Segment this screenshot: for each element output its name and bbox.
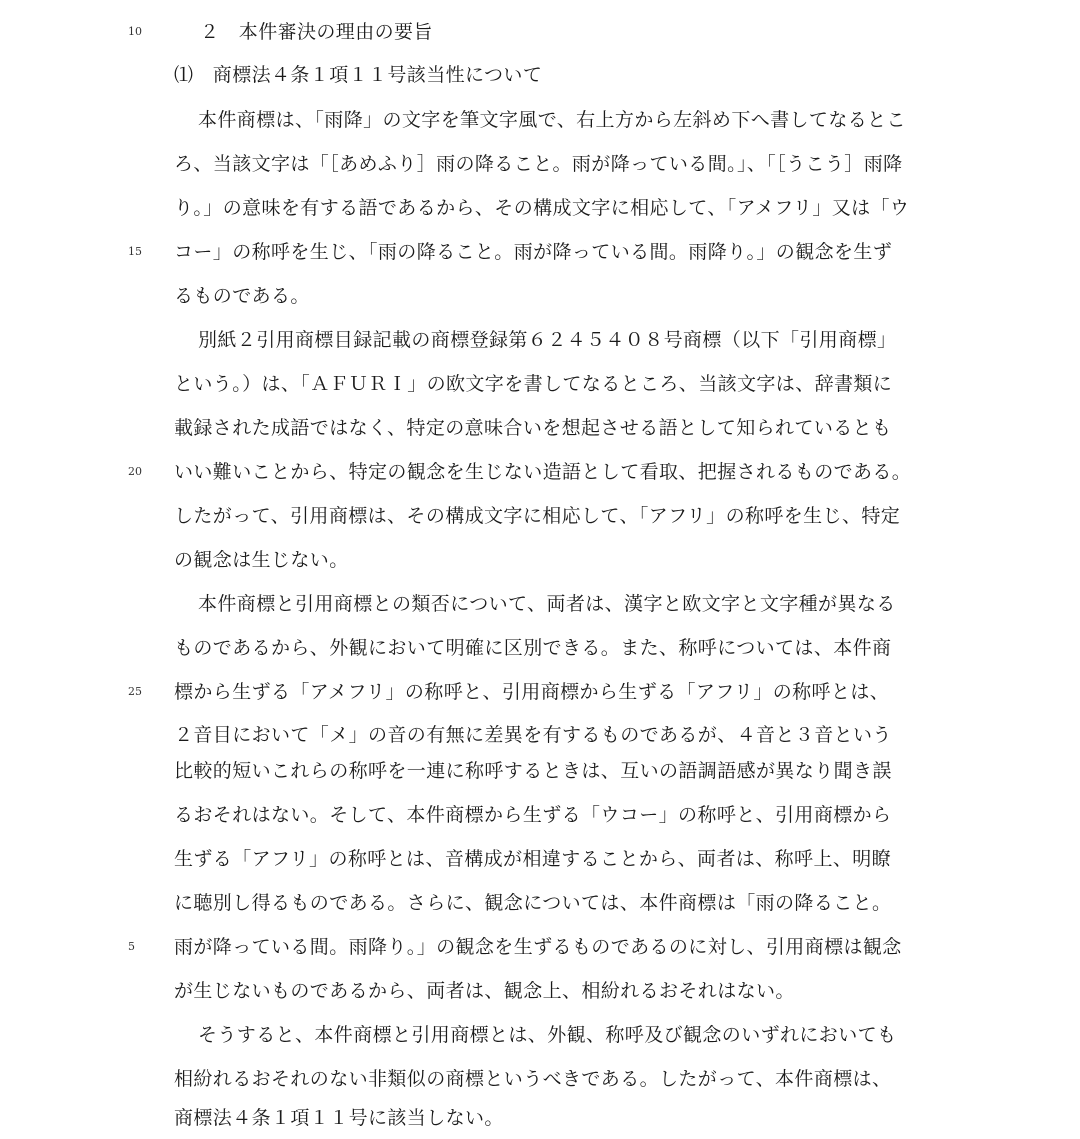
paragraph-text: 雨が降っている間。雨降り。」の観念を生ずるものであるのに対し、引用商標は観念: [174, 936, 902, 958]
paragraph-text: ２音目において「メ」の音の有無に差異を有するものであるが、４音と３音という: [174, 724, 892, 746]
paragraph-text: したがって、引用商標は、その構成文字に相応して、「アフリ」の称呼を生じ、特定: [174, 505, 901, 527]
subsection-heading: ⑴ 商標法４条１項１１号該当性について: [174, 64, 543, 86]
section-heading: ２ 本件審決の理由の要旨: [200, 21, 433, 43]
line-number: 15: [128, 245, 142, 258]
paragraph-text: ものであるから、外観において明確に区別できる。また、称呼については、本件商: [174, 637, 892, 659]
line-number: 20: [128, 465, 142, 478]
paragraph-text: に聴別し得るものである。さらに、観念については、本件商標は「雨の降ること。: [174, 892, 892, 914]
paragraph-text: ろ、当該文字は「［あめふり］雨の降ること。雨が降っている間。」、「［うこう］雨降: [174, 153, 903, 175]
paragraph-text: るものである。: [174, 285, 310, 307]
paragraph-text: 比較的短いこれらの称呼を一連に称呼するときは、互いの語調語感が異なり聞き誤: [174, 760, 892, 782]
paragraph-text: いい難いことから、特定の観念を生じない造語として看取、把握されるものである。: [174, 461, 912, 483]
paragraph-text: コー」の称呼を生じ、「雨の降ること。雨が降っている間。雨降り。」の観念を生ず: [174, 241, 893, 263]
paragraph-text: 相紛れるおそれのない非類似の商標というべきである。したがって、本件商標は、: [174, 1068, 892, 1090]
paragraph-text: 別紙２引用商標目録記載の商標登録第６２４５４０８号商標（以下「引用商標」: [198, 329, 897, 351]
line-number: 10: [128, 25, 142, 38]
paragraph-text: るおそれはない。そして、本件商標から生ずる「ウコー」の称呼と、引用商標から: [174, 804, 892, 826]
paragraph-text: 本件商標と引用商標との類否について、両者は、漢字と欧文字と文字種が異なる: [198, 593, 896, 615]
paragraph-text: という。）は、「ＡＦＵＲＩ」の欧文字を書してなるところ、当該文字は、辞書類に: [174, 373, 893, 395]
paragraph-text: の観念は生じない。: [174, 549, 349, 571]
paragraph-text: 商標法４条１項１１号に該当しない。: [174, 1107, 504, 1129]
paragraph-text: り。」の意味を有する語であるから、その構成文字に相応して、「アメフリ」又は「ウ: [174, 197, 910, 219]
paragraph-text: が生じないものであるから、両者は、観念上、相紛れるおそれはない。: [174, 980, 795, 1002]
line-number: 25: [128, 685, 142, 698]
paragraph-text: 標から生ずる「アメフリ」の称呼と、引用商標から生ずる「アフリ」の称呼とは、: [174, 681, 890, 703]
line-number: 5: [128, 940, 135, 953]
paragraph-text: そうすると、本件商標と引用商標とは、外観、称呼及び観念のいずれにおいても: [198, 1024, 897, 1046]
paragraph-text: 載録された成語ではなく、特定の意味合いを想起させる語として知られているとも: [174, 417, 892, 439]
paragraph-text: 本件商標は、「雨降」の文字を筆文字風で、右上方から左斜め下へ書してなるとこ: [198, 109, 906, 131]
paragraph-text: 生ずる「アフリ」の称呼とは、音構成が相違することから、両者は、称呼上、明瞭: [174, 848, 892, 870]
